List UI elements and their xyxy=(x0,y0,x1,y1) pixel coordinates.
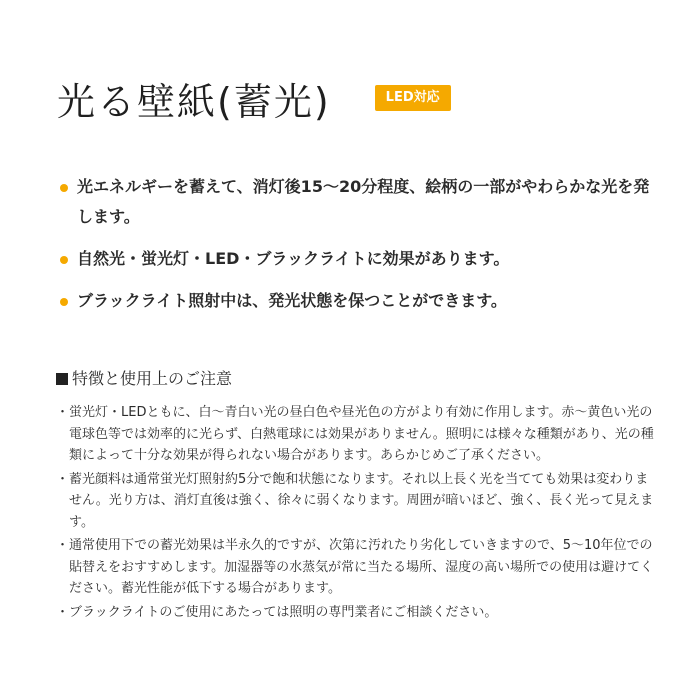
note-bullet: ・ xyxy=(56,405,70,420)
note-bullet: ・ xyxy=(56,538,70,553)
note-item xyxy=(56,602,656,624)
square-bullet-icon xyxy=(56,373,68,385)
notes-list xyxy=(56,402,656,625)
title-row xyxy=(57,74,451,130)
note-text: 蛍光灯・LEDともに、白〜青白い光の昼白色や昼光色の方がより有効に作用します。赤〜黄色い光の電球色等では効率的に光らず、白熱電球には効果がありません。照明には様々な種類があり、光の種類によって十分な効果が得られない場合があります。あらかじめご了承ください。 xyxy=(69,405,654,463)
note-text: ブラックライトのご使用にあたっては照明の専門業者にご相談ください。 xyxy=(69,604,498,620)
note-text: 通常使用下での蓄光効果は半永久的ですが、次第に汚れたり劣化していきますので、5〜10年位での貼替えをおすすめします。加湿器等の水蒸気が常に当たる場所、湿度の高い場所での使用は避けてください。蓄光性能が低下する場合があります。 xyxy=(69,538,654,596)
note-item xyxy=(56,535,656,600)
page-title: 光る壁紙(蓄光) xyxy=(57,80,331,124)
feature-text: 光エネルギーを蓄えて、消灯後15〜20分程度、絵柄の一部がやわらかな光を発します。 xyxy=(77,177,650,226)
feature-text: 自然光・蛍光灯・LED・ブラックライトに効果があります。 xyxy=(77,249,510,268)
note-bullet: ・ xyxy=(56,471,70,487)
bullet-dot-icon xyxy=(60,184,68,192)
feature-item xyxy=(60,172,660,232)
note-bullet: ・ xyxy=(56,604,70,620)
feature-item xyxy=(60,244,660,274)
feature-text: ブラックライト照射中は、発光状態を保つことができます。 xyxy=(77,291,507,310)
note-text: 蓄光顔料は通常蛍光灯照射約5分で飽和状態になります。それ以上長く光を当てても効果は変わりません。光り方は、消灯直後は強く、徐々に弱くなります。周囲が暗いほど、強く、長く光って見えます。 xyxy=(69,471,654,530)
notes-heading xyxy=(56,367,232,391)
notes-heading-text: 特徴と使用上のご注意 xyxy=(72,369,233,388)
feature-list xyxy=(60,172,660,328)
led-compatible-badge: LED対応 xyxy=(375,85,451,111)
note-item xyxy=(56,469,656,534)
bullet-dot-icon xyxy=(60,298,68,306)
bullet-dot-icon xyxy=(60,256,68,264)
feature-item xyxy=(60,286,660,316)
note-item xyxy=(56,402,656,467)
